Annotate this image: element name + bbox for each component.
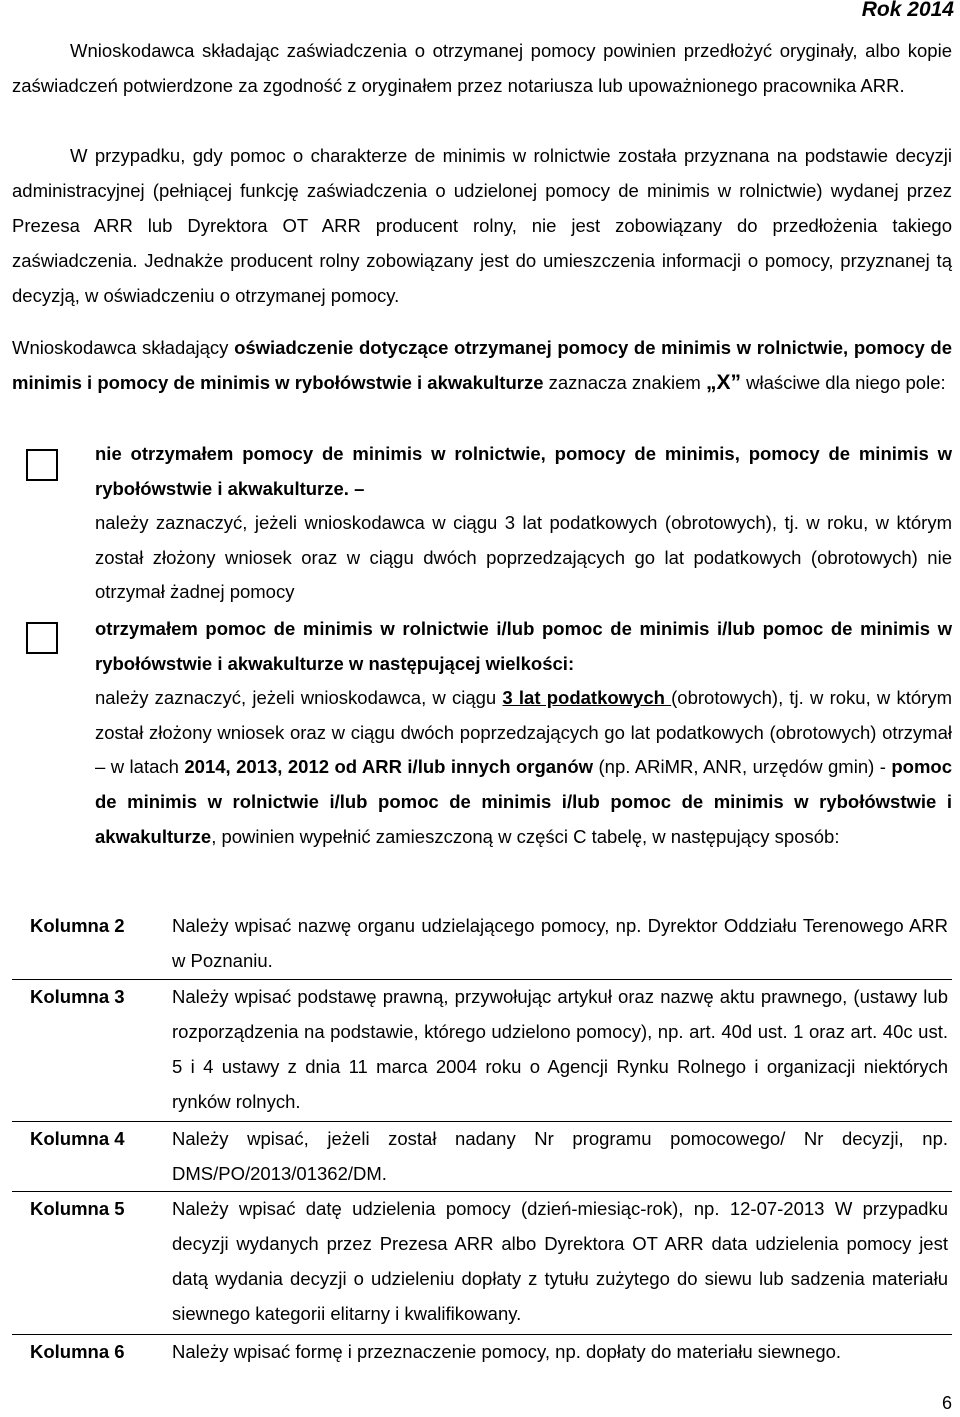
desc-bold-text: pomoc de minimis w rolnictwie i/lub pomoc de minimis i/lub pomoc de minimis w rybołówstwie i akwakulturze xyxy=(95,756,952,847)
desc-bold-text: 2014, 2013, 2012 od ARR i/lub innych organów xyxy=(184,756,594,778)
page-number: 6 xyxy=(941,1393,952,1413)
paragraph-originals: Wnioskodawca składając zaświadczenia o otrzymanej pomocy powinien przedłożyć oryginały, albo kopie zaświadczeń potwierdzone za zgodność z oryginałem przez notariusza lub upoważnionego pracownika ARR. xyxy=(12,40,952,96)
instruction-text: właściwe dla niego pole: xyxy=(740,372,946,393)
x-mark-label: „X” xyxy=(705,371,741,394)
instruction-text: Wnioskodawca składający xyxy=(12,337,235,358)
column-description-6: Należy wpisać formę i przeznaczenie pomocy, np. dopłaty do materiału siewnego. xyxy=(172,1341,842,1362)
header-year: Rok 2014 xyxy=(861,0,954,21)
option-no-aid-title: nie otrzymałem pomocy de minimis w rolnictwie, pomocy de minimis, pomocy de minimis w rybołówstwie i akwakulturze. – xyxy=(95,443,952,499)
option-received-aid xyxy=(95,612,952,854)
column-description-3: Należy wpisać podstawę prawną, przywołując artykuł oraz nazwę aktu prawnego, (ustawy lub rozporządzenia na podstawie, którego udzielono pomocy), np. art. 40d ust. 1 oraz art. 40c ust. 5 i 4 ustawy z dnia 11 marca 2004 roku o Agencji Rynku Rolnego i organizacji niektórych rynków rolnych. xyxy=(172,986,948,1112)
instruction-text: zaznacza znakiem xyxy=(543,372,706,393)
desc-text: (obrotowych), tj. w roku, w którym został złożony wniosek oraz w ciągu dwóch poprzedzających go lat podatkowych (obrotowych) otrzymał – w latach xyxy=(95,687,952,778)
checkbox-received-aid[interactable] xyxy=(26,622,58,654)
option-received-aid-title: otrzymałem pomoc de minimis w rolnictwie i/lub pomoc de minimis i/lub pomoc de minimis w rybołówstwie i akwakulturze w następującej wielkości: xyxy=(95,618,952,674)
column-label-6: Kolumna 6 xyxy=(30,1341,125,1362)
column-label-3: Kolumna 3 xyxy=(30,986,125,1007)
desc-text: , powinien wypełnić zamieszczoną w części C tabelę, w następujący sposób: xyxy=(211,825,840,847)
column-label-4: Kolumna 4 xyxy=(30,1128,125,1149)
option-received-aid-description xyxy=(95,681,952,854)
column-label-2: Kolumna 2 xyxy=(30,915,125,936)
instruction-bold-text: oświadczenie dotyczące otrzymanej pomocy de minimis w rolnictwie, pomocy de minimis i pomocy de minimis w rybołówstwie i akwakulturze xyxy=(12,337,952,393)
checkbox-no-aid[interactable] xyxy=(26,449,58,481)
desc-underlined-text: 3 lat podatkowych xyxy=(502,687,672,709)
paragraph-instructions xyxy=(12,330,952,400)
column-description-5: Należy wpisać datę udzielenia pomocy (dzień-miesiąc-rok), np. 12-07-2013 W przypadku decyzji wydanych przez Prezesa ARR albo Dyrektora OT ARR data udzielenia pomocy jest datą wydania decyzji o udzieleniu dopłaty z tytułu zużytego do siewu lub sadzenia materiału siewnego kategorii elitarny i kwalifikowany. xyxy=(172,1198,948,1324)
column-description-4: Należy wpisać, jeżeli został nadany Nr programu pomocowego/ Nr decyzji, np. DMS/PO/2013/01362/DM. xyxy=(172,1128,948,1184)
column-label-5: Kolumna 5 xyxy=(30,1198,125,1219)
column-description-2: Należy wpisać nazwę organu udzielającego pomocy, np. Dyrektor Oddziału Terenowego ARR w Poznaniu. xyxy=(172,915,948,971)
option-no-aid-description: należy zaznaczyć, jeżeli wnioskodawca w ciągu 3 lat podatkowych (obrotowych), tj. w roku, w którym został złożony wniosek oraz w ciągu dwóch poprzedzających go lat podatkowych (obrotowych) nie otrzymał żadnej pomocy xyxy=(95,512,952,603)
paragraph-administrative-decision: W przypadku, gdy pomoc o charakterze de minimis w rolnictwie została przyznana na podstawie decyzji administracyjnej (pełniącej funkcję zaświadczenia o udzielonej pomocy de minimis w rolnictwie) wydanej przez Prezesa ARR lub Dyrektora OT ARR producent rolny, nie jest zobowiązany do przedłożenia takiego zaświadczenia. Jednakże producent rolny zobowiązany jest do umieszczenia informacji o pomocy, przyznanej tą decyzją, w oświadczeniu o otrzymanej pomocy. xyxy=(12,145,952,306)
desc-text: (np. ARiMR, ANR, urzędów gmin) - xyxy=(593,756,892,778)
option-no-aid xyxy=(95,437,952,610)
desc-text: należy zaznaczyć, jeżeli wnioskodawca, w ciągu xyxy=(95,687,503,709)
